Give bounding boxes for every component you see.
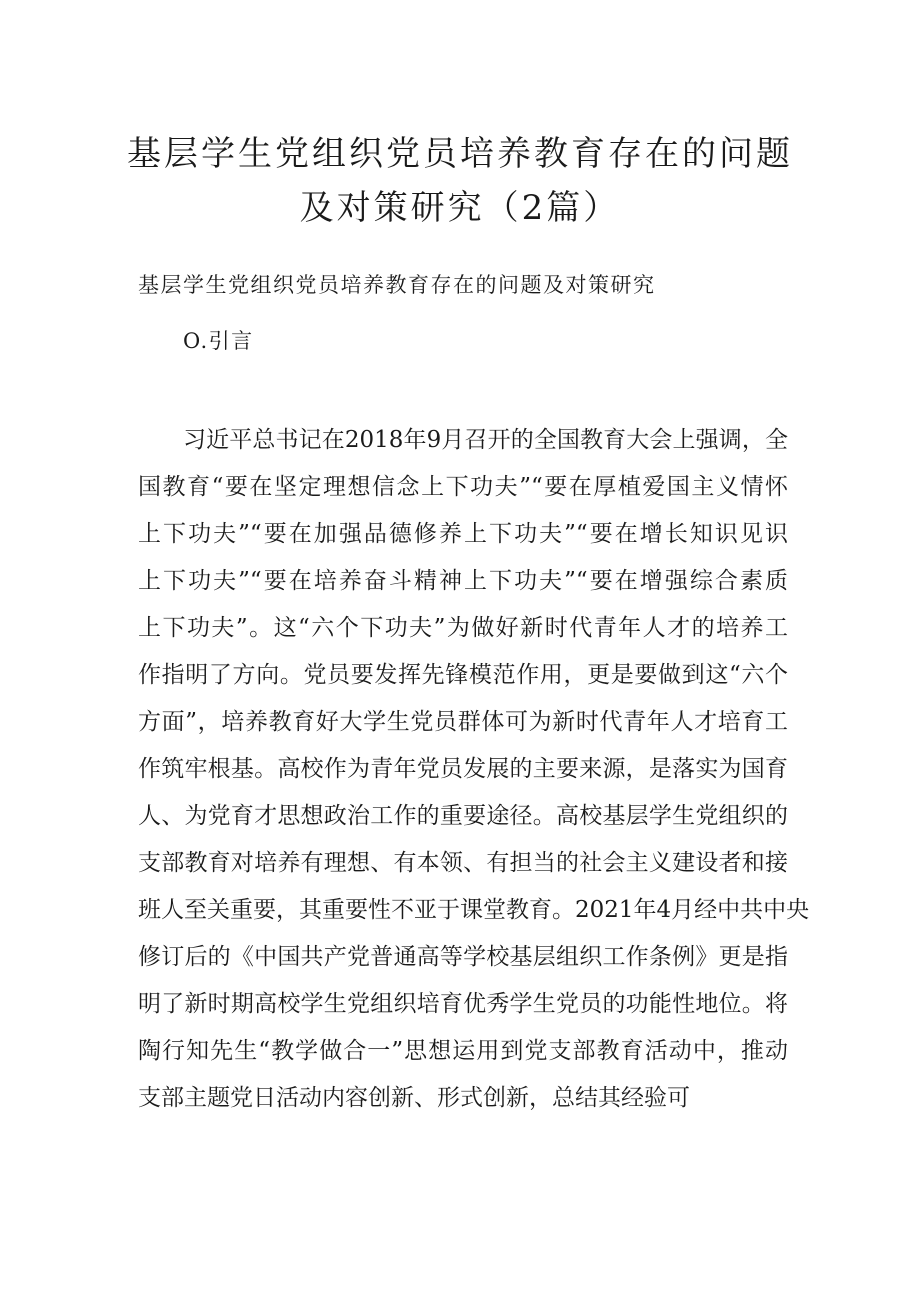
paragraph-line: 作指明了方向。党员要发挥先锋模范作用，更是要做到这“六个 — [138, 662, 788, 688]
paragraph-line: 班人至关重要，其重要性不亚于课堂教育。2021年4月经中共中央 — [138, 897, 810, 923]
article-subtitle: 基层学生党组织党员培养教育存在的问题及对策研究 — [138, 273, 656, 297]
paragraph-line: 上下功夫”“要在加强品德修养上下功夫”“要在增长知识见识 — [138, 521, 788, 547]
document-title-line-1: 基层学生党组织党员培养教育存在的问题 — [127, 134, 793, 174]
paragraph-line: 作筑牢根基。高校作为青年党员发展的主要来源，是落实为国育 — [138, 756, 788, 782]
paragraph-line: 方面”，培养教育好大学生党员群体可为新时代青年人才培育工 — [138, 709, 788, 735]
paragraph-line: 修订后的《中国共产党普通高等学校基层组织工作条例》更是指 — [138, 944, 788, 970]
paragraph-line: 人、为党育才思想政治工作的重要途径。高校基层学生党组织的 — [138, 803, 788, 829]
section-heading: O.引言 — [183, 329, 254, 353]
document-title-line-2: 及对策研究（2篇） — [299, 188, 621, 228]
paragraph-line: 上下功夫”“要在培养奋斗精神上下功夫”“要在增强综合素质 — [138, 568, 788, 594]
paragraph-line: 国教育“要在坚定理想信念上下功夫”“要在厚植爱国主义情怀 — [138, 474, 788, 500]
paragraph-line: 上下功夫”。这“六个下功夫”为做好新时代青年人才的培养工 — [138, 615, 788, 641]
paragraph-line: 明了新时期高校学生党组织培育优秀学生党员的功能性地位。将 — [138, 991, 788, 1017]
paragraph-line: 支部教育对培养有理想、有本领、有担当的社会主义建设者和接 — [138, 850, 788, 876]
paragraph-line: 支部主题党日活动内容创新、形式创新，总结其经验可 — [138, 1085, 690, 1111]
paragraph-line: 习近平总书记在2018年9月召开的全国教育大会上强调，全 — [183, 427, 788, 453]
paragraph-line: 陶行知先生“教学做合一”思想运用到党支部教育活动中，推动 — [138, 1038, 788, 1064]
